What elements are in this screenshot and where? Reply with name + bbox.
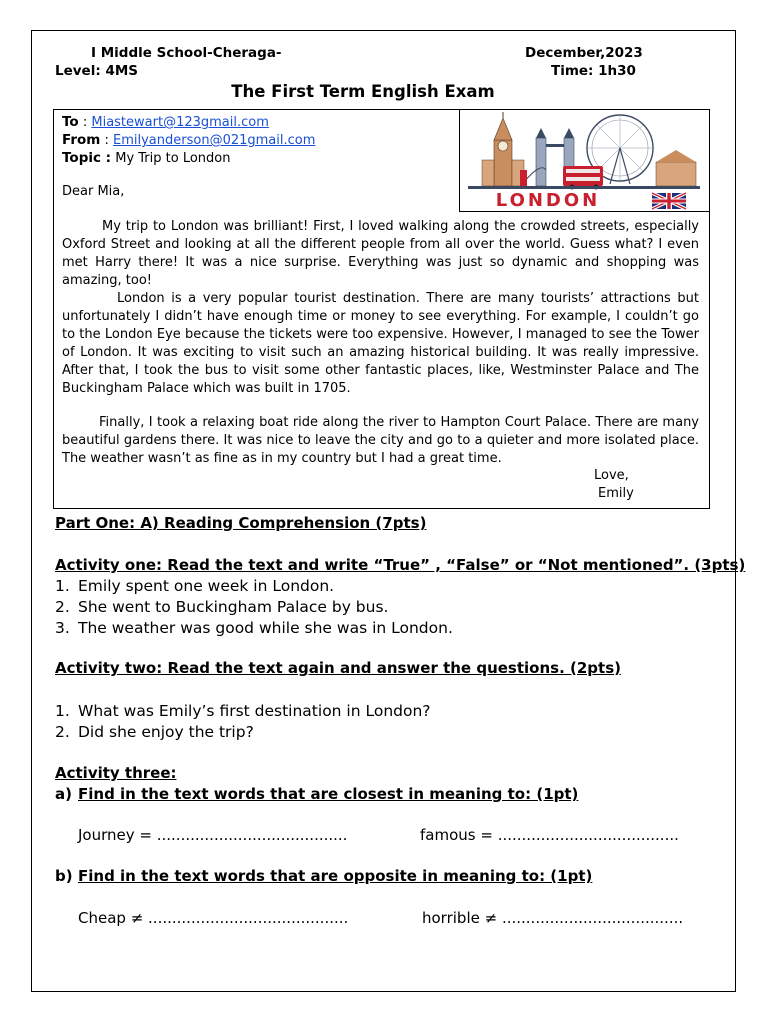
subtask-label: a) [55,785,72,803]
to-email-link[interactable]: Miastewart@123gmail.com [91,115,269,130]
from-email-link[interactable]: Emilyanderson@021gmail.com [113,133,316,148]
school-name: I Middle School-Cheraga- [91,45,282,61]
letter-paragraph: Finally, I took a relaxing boat ride along the river to Hampton Court Palace. There are many beautiful gardens there. It was nice to leave the city and go to a quieter and more isolated place. The weather wasn’t as fine as in my country but I had a great time. [62,415,699,466]
item-text: The weather was good while she was in London. [78,619,453,637]
activity-two-title: Activity two: Read the text again and answer the questions. (2pts) [55,659,621,677]
list-item [55,618,453,639]
exam-time: Time: 1h30 [551,63,636,79]
item-text: Did she enjoy the trip? [78,723,254,741]
letter-paragraph: My trip to London was brilliant! First, I loved walking along the crowded streets, especially Oxford Street and looking at all the different people from all over the world. Guess what? I even met Harry there! It was a nice surprise. Everything was just so dynamic and shopping was amazing, too! [62,219,699,288]
letter-signature: Emily [598,486,634,501]
topic-value: My Trip to London [115,151,231,166]
item-text: Emily spent one week in London. [78,577,335,595]
to-line: To : Miastewart@123gmail.com [62,114,269,130]
from-line: From : Emilyanderson@021gmail.com [62,132,316,148]
subtask-b-title: Find in the text words that are opposite in meaning to: (1pt) [78,867,593,885]
item-text: What was Emily’s first destination in London? [78,702,431,720]
list-item [55,576,453,597]
item-number: 1. [55,702,70,720]
list-item [55,597,453,618]
list-item [55,701,431,722]
london-word: LONDON [495,190,601,211]
level-label: Level: 4MS [55,63,138,79]
horrible-blank[interactable]: horrible ≠ ...................................... [422,909,684,927]
subtask-a-title: Find in the text words that are closest in meaning to: (1pt) [78,785,579,803]
famous-blank[interactable]: famous = ...................................... [420,826,679,844]
to-label: To [62,114,79,130]
activity-three-title: Activity three: [55,764,177,782]
london-skyline-icon [460,110,709,211]
letter-closing: Love, [594,468,629,483]
exam-date: December,2023 [525,45,643,61]
item-text: She went to Buckingham Palace by bus. [78,598,389,616]
item-number: 1. [55,577,70,595]
part-one-title: Part One: A) Reading Comprehension (7pts) [55,514,427,532]
item-number: 2. [55,598,70,616]
activity-two-list [55,701,431,743]
item-number: 3. [55,619,70,637]
activity-three-b [55,867,593,885]
topic-line [62,150,230,166]
subtask-label: b) [55,867,73,885]
activity-three-a [55,785,579,803]
from-label: From [62,132,101,148]
cheap-blank[interactable]: Cheap ≠ .......................................... [78,909,349,927]
london-illustration [459,109,710,212]
item-number: 2. [55,723,70,741]
topic-label: Topic : [62,150,112,166]
letter-paragraph: London is a very popular tourist destination. There are many tourists’ attractions but unfortunately I didn’t have enough time or money to see everything. For example, I couldn’t go to the London Eye because the tickets were too expensive. However, I managed to see the Tower of London. It was exciting to visit such an amazing historical building. It was really impressive. After that, I took the bus to visit some other fantastic places, like, Westminster Palace and The Buckingham Palace which was built in 1705. [62,291,699,396]
activity-one-list [55,576,453,639]
journey-blank[interactable]: Journey = ........................................ [78,826,348,844]
list-item [55,722,431,743]
page-title: The First Term English Exam [231,82,495,101]
activity-one-title: Activity one: Read the text and write “True” , “False” or “Not mentioned”. (3pts) [55,556,746,574]
letter-greeting: Dear Mia, [62,184,125,199]
